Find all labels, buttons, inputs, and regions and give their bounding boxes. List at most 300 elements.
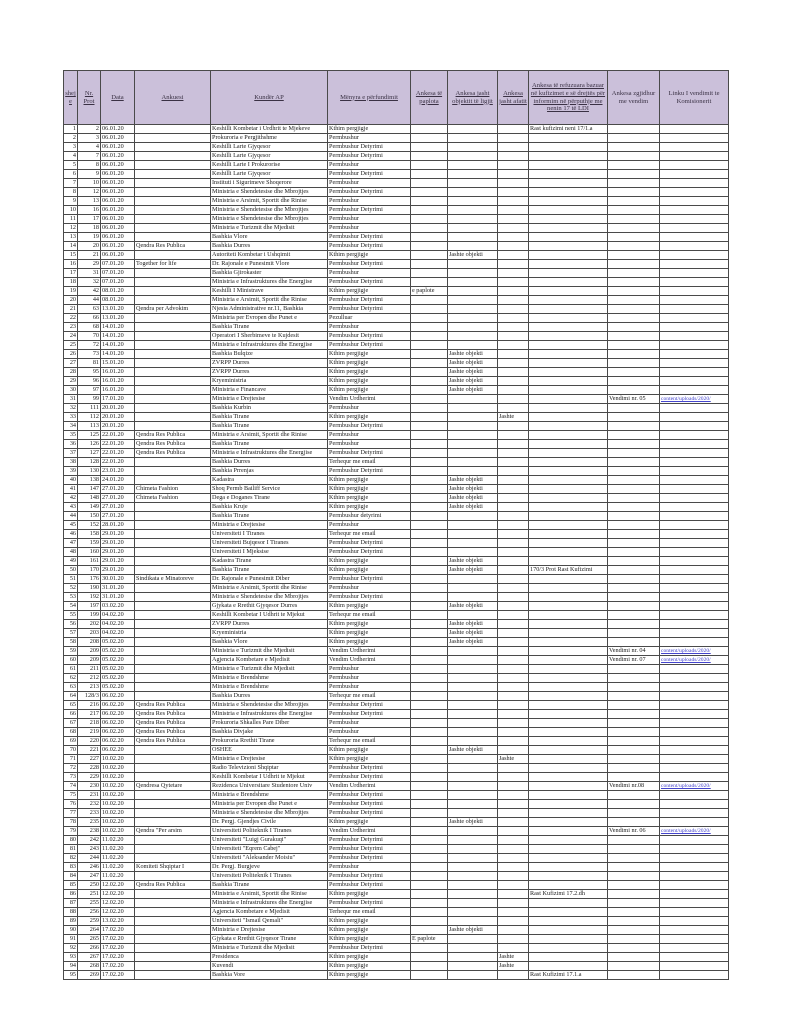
cell-jashte_afatit [498,359,529,368]
cell-menyra: Permbushur [328,674,411,683]
cell-menyra: Permbushur [328,440,411,449]
cell-nr: 69 [64,737,78,746]
cell-refuzuara [529,503,608,512]
cell-data: 11.02.20 [101,854,135,863]
cell-ankuesi [135,350,211,359]
cell-paplota [411,800,448,809]
table-row [64,278,729,287]
cell-paplota [411,143,448,152]
cell-nr: 51 [64,575,78,584]
cell-refuzuara [529,917,608,926]
cell-paplota [411,710,448,719]
cell-linku [660,278,729,287]
cell-jashte_afatit [498,449,529,458]
cell-ankuesi [135,764,211,773]
cell-prot: 70 [78,332,101,341]
cell-paplota [411,611,448,620]
cell-jashte_objektit [448,782,498,791]
cell-jashte_objektit [448,206,498,215]
cell-paplota [411,782,448,791]
cell-prot: 229 [78,773,101,782]
decision-link[interactable]: content/uploads/2020/ [661,657,711,663]
cell-paplota [411,512,448,521]
cell-jashte_afatit [498,935,529,944]
cell-prot: 31 [78,269,101,278]
cell-prot: 16 [78,206,101,215]
cell-prot: 19 [78,233,101,242]
cell-kunder_ap: Gjykata e Rrethit Gjyqesor Tirane [211,935,328,944]
cell-kunder_ap: Universiteti Politeknik I Tiranes [211,827,328,836]
cell-linku [660,269,729,278]
cell-jashte_objektit [448,530,498,539]
table-row [64,332,729,341]
table-row [64,350,729,359]
cell-jashte_afatit [498,971,529,980]
cell-prot: 2 [78,125,101,134]
cell-prot: 159 [78,539,101,548]
cell-ankuesi [135,413,211,422]
cell-jashte_objektit [448,917,498,926]
cell-menyra: Vendim Urdherimi [328,782,411,791]
cell-vendim [608,287,660,296]
cell-linku [660,179,729,188]
cell-linku [660,467,729,476]
table-row [64,809,729,818]
cell-nr: 9 [64,197,78,206]
cell-nr: 50 [64,566,78,575]
cell-paplota [411,854,448,863]
cell-ankuesi [135,476,211,485]
header-cell-jashte_afatit [498,71,529,125]
cell-kunder_ap: Dr. Rajonale e Punesimit Diber [211,575,328,584]
cell-linku [660,926,729,935]
cell-kunder_ap: Ministria e Turizmit dhe Mjedisit [211,944,328,953]
cell-linku [660,215,729,224]
cell-jashte_afatit [498,827,529,836]
cell-kunder_ap: Dr. Rajonale e Punesimit Vlore [211,260,328,269]
table-row [64,161,729,170]
cell-jashte_objektit [448,512,498,521]
cell-jashte_objektit [448,800,498,809]
table-row [64,368,729,377]
cell-data: 03.02.20 [101,602,135,611]
cell-kunder_ap: Ministria e Arsimit, Sportit dhe Rinise [211,296,328,305]
cell-paplota [411,188,448,197]
cell-linku [660,386,729,395]
cell-vendim [608,854,660,863]
cell-kunder_ap: Ministria e Turizmit dhe Mjedisit [211,665,328,674]
cell-jashte_afatit [498,260,529,269]
header-label-data: Data [111,93,124,101]
cell-linku [660,197,729,206]
cell-jashte_objektit [448,224,498,233]
cell-paplota [411,314,448,323]
cell-jashte_objektit [448,881,498,890]
cell-jashte_afatit [498,341,529,350]
cell-jashte_objektit [448,773,498,782]
cell-kunder_ap: OSHEE [211,746,328,755]
cell-vendim [608,899,660,908]
cell-vendim [608,134,660,143]
cell-nr: 82 [64,854,78,863]
table-row [64,503,729,512]
cell-vendim [608,710,660,719]
cell-refuzuara [529,584,608,593]
cell-data: 29.01.20 [101,530,135,539]
cell-refuzuara [529,179,608,188]
cell-refuzuara [529,152,608,161]
cell-menyra: Kthim pergjigje [328,557,411,566]
cell-nr: 77 [64,809,78,818]
table-row [64,467,729,476]
cell-ankuesi [135,422,211,431]
cell-paplota [411,260,448,269]
cell-nr: 38 [64,458,78,467]
cell-nr: 56 [64,620,78,629]
cell-refuzuara [529,881,608,890]
cell-jashte_afatit [498,314,529,323]
cell-vendim [608,359,660,368]
cell-jashte_objektit [448,323,498,332]
cell-paplota [411,269,448,278]
cell-jashte_afatit [498,125,529,134]
cell-nr: 14 [64,242,78,251]
cell-jashte_afatit [498,647,529,656]
cell-refuzuara [529,278,608,287]
cell-prot: 250 [78,881,101,890]
cell-linku [660,935,729,944]
cell-jashte_afatit: Jashte [498,413,529,422]
cell-linku [660,566,729,575]
cell-paplota [411,197,448,206]
cell-linku [660,296,729,305]
cell-nr: 42 [64,494,78,503]
cell-jashte_afatit [498,746,529,755]
cell-kunder_ap: Prokuroria e Pergjithshme [211,134,328,143]
cell-menyra: Terhequr me email [328,692,411,701]
cell-linku [660,629,729,638]
cell-linku [660,746,729,755]
decision-link[interactable]: content/uploads/2020/ [661,396,711,402]
cell-prot: 235 [78,818,101,827]
cell-ankuesi [135,647,211,656]
cell-data: 06.02.20 [101,710,135,719]
cell-jashte_objektit [448,431,498,440]
cell-data: 10.02.20 [101,755,135,764]
cell-nr: 68 [64,728,78,737]
cell-ankuesi: Qendra Res Publica [135,431,211,440]
cell-paplota [411,944,448,953]
cell-paplota [411,701,448,710]
cell-linku [660,539,729,548]
cell-prot: 152 [78,521,101,530]
cell-refuzuara [529,440,608,449]
cell-jashte_afatit [498,224,529,233]
cell-ankuesi [135,377,211,386]
cell-nr: 22 [64,314,78,323]
cell-paplota [411,926,448,935]
cell-prot: 265 [78,935,101,944]
cell-ankuesi: Qendra Res Publica [135,728,211,737]
cell-data: 13.01.20 [101,314,135,323]
cell-nr: 23 [64,323,78,332]
cell-ankuesi [135,323,211,332]
cell-vendim [608,908,660,917]
cell-nr: 6 [64,170,78,179]
cell-prot: 148 [78,494,101,503]
cell-menyra: Permbushur [328,683,411,692]
cell-refuzuara [529,242,608,251]
cell-jashte_objektit [448,197,498,206]
cell-jashte_objektit: Jashte objekti [448,620,498,629]
cell-kunder_ap: Ministria e Shendetesise dhe Mbrojtjes [211,593,328,602]
cell-data: 07.01.20 [101,269,135,278]
decision-link[interactable]: content/uploads/2020/ [661,828,711,834]
cell-vendim [608,971,660,980]
cell-menyra: Permbushur Detyrimi [328,881,411,890]
cell-jashte_objektit [448,890,498,899]
cell-jashte_afatit [498,782,529,791]
cell-jashte_afatit [498,791,529,800]
cell-prot: 158 [78,530,101,539]
cell-menyra: Kthim pergjigje [328,476,411,485]
header-label-kunder_ap: Kundër AP [254,93,284,101]
cell-data: 06.02.20 [101,737,135,746]
header-cell-ankuesi [135,71,211,125]
cell-prot: 17 [78,215,101,224]
cell-refuzuara [529,683,608,692]
cell-prot: 147 [78,485,101,494]
cell-paplota [411,656,448,665]
cell-data: 27.01.20 [101,503,135,512]
cell-jashte_afatit: Jashte [498,953,529,962]
table-row [64,620,729,629]
header-label-ankuesi: Ankuesi [161,93,184,101]
cell-nr: 88 [64,908,78,917]
cell-data: 10.02.20 [101,764,135,773]
table-row [64,539,729,548]
table-row [64,683,729,692]
cell-menyra: Permbushur Detyrimi [328,296,411,305]
cell-vendim [608,548,660,557]
cell-paplota [411,755,448,764]
table-row [64,629,729,638]
cell-vendim [608,413,660,422]
cell-vendim [608,557,660,566]
cell-prot: 125 [78,431,101,440]
cell-menyra: Permbushur Detyrimi [328,242,411,251]
cell-linku [660,674,729,683]
cell-vendim [608,566,660,575]
table-row [64,530,729,539]
cell-prot: 161 [78,557,101,566]
cell-menyra: Permbushur Detyrimi [328,710,411,719]
cell-prot: 233 [78,809,101,818]
cell-jashte_objektit: Jashte objekti [448,566,498,575]
cell-jashte_afatit [498,728,529,737]
cell-linku [660,611,729,620]
cell-linku [660,584,729,593]
cell-paplota [411,791,448,800]
cell-kunder_ap: Radio Televizioni Shqiptar [211,764,328,773]
table-row [64,647,729,656]
cell-nr: 49 [64,557,78,566]
cell-jashte_afatit [498,665,529,674]
table-row [64,395,729,404]
cell-vendim [608,143,660,152]
cell-jashte_afatit [498,215,529,224]
cell-paplota [411,917,448,926]
cell-jashte_objektit [448,962,498,971]
cell-menyra: Kthim pergjigje [328,485,411,494]
cell-vendim [608,467,660,476]
cell-paplota [411,548,448,557]
cell-ankuesi [135,251,211,260]
cell-linku [660,908,729,917]
cell-prot: 203 [78,629,101,638]
cell-nr: 85 [64,881,78,890]
cell-prot: 251 [78,890,101,899]
cell-ankuesi [135,332,211,341]
cell-jashte_afatit [498,269,529,278]
cell-jashte_objektit [448,242,498,251]
cell-data: 12.02.20 [101,908,135,917]
cell-refuzuara [529,143,608,152]
cell-jashte_objektit [448,458,498,467]
cell-jashte_objektit: Jashte objekti [448,638,498,647]
cell-jashte_objektit [448,611,498,620]
cell-menyra: Permbushur Detyrimi [328,233,411,242]
cell-linku [660,755,729,764]
cell-nr: 41 [64,485,78,494]
cell-ankuesi [135,854,211,863]
cell-linku [660,818,729,827]
table-row [64,422,729,431]
cell-kunder_ap: Ministria e Turizmit dhe Mjedisit [211,224,328,233]
header-label-jashte_objektit: Ankesa jasht objektit të ligjit [452,89,493,105]
cell-vendim: Vendimi nr.08 [608,782,660,791]
cell-jashte_afatit [498,719,529,728]
cell-vendim [608,521,660,530]
cell-kunder_ap: Keshilli I Ministrave [211,287,328,296]
cell-kunder_ap: Keshilli Larte Gjyqesor [211,143,328,152]
cell-ankuesi [135,890,211,899]
cell-ankuesi [135,611,211,620]
table-body [64,125,729,980]
cell-refuzuara [529,494,608,503]
cell-menyra: Permbushur Detyrimi [328,899,411,908]
cell-vendim [608,260,660,269]
cell-kunder_ap: Ministria e Infrastruktures dhe Energjise [211,449,328,458]
cell-nr: 64 [64,692,78,701]
cell-vendim [608,404,660,413]
cell-refuzuara [529,728,608,737]
cell-vendim [608,386,660,395]
cell-vendim [608,746,660,755]
cell-prot: 243 [78,845,101,854]
cell-menyra: Permbushur Detyrimi [328,206,411,215]
cell-menyra: Vendim Urdherimi [328,395,411,404]
cell-jashte_afatit [498,242,529,251]
cell-refuzuara [529,260,608,269]
cell-menyra: Terhequr me email [328,908,411,917]
cell-nr: 86 [64,890,78,899]
cell-data: 10.02.20 [101,800,135,809]
table-row [64,926,729,935]
cell-nr: 72 [64,764,78,773]
cell-menyra: Permbushur detyrimi [328,512,411,521]
cell-jashte_afatit [498,278,529,287]
decision-link[interactable]: content/uploads/2020/ [661,783,711,789]
cell-menyra: Permbushur [328,863,411,872]
cell-paplota [411,908,448,917]
cell-nr: 33 [64,413,78,422]
cell-refuzuara [529,863,608,872]
cell-data: 10.02.20 [101,773,135,782]
cell-prot: 160 [78,548,101,557]
cell-refuzuara [529,386,608,395]
cell-ankuesi [135,152,211,161]
cell-paplota [411,170,448,179]
cell-linku [660,206,729,215]
header-cell-data [101,71,135,125]
cell-linku [660,449,729,458]
cell-refuzuara [529,512,608,521]
cell-paplota [411,863,448,872]
cell-nr: 67 [64,719,78,728]
decision-link[interactable]: content/uploads/2020/ [661,648,711,654]
cell-refuzuara [529,791,608,800]
cell-paplota [411,719,448,728]
table-row [64,143,729,152]
table-row [64,440,729,449]
cell-ankuesi [135,800,211,809]
table-row [64,971,729,980]
cell-menyra: Permbushur Detyrimi [328,278,411,287]
cell-menyra: Vendim Urdherimi [328,827,411,836]
cell-kunder_ap: Bashkia Vore [211,971,328,980]
cell-refuzuara [529,665,608,674]
cell-jashte_afatit [498,863,529,872]
cell-jashte_objektit [448,161,498,170]
cell-menyra: Permbushur [328,224,411,233]
table-row [64,134,729,143]
table-row [64,638,729,647]
cell-nr: 39 [64,467,78,476]
cell-menyra: Permbushur [328,404,411,413]
cell-refuzuara [529,233,608,242]
header-label-vendim: Ankesa zgjidhur me vendim [611,89,656,105]
table-row [64,737,729,746]
cell-vendim [608,953,660,962]
cell-refuzuara [529,161,608,170]
cell-jashte_afatit [498,323,529,332]
cell-ankuesi: Chimeta Fashion [135,485,211,494]
cell-jashte_afatit [498,566,529,575]
cell-kunder_ap: Bashkia Durres [211,692,328,701]
cell-nr: 52 [64,584,78,593]
cell-jashte_afatit [498,512,529,521]
cell-linku [660,422,729,431]
cell-ankuesi: Qendra Res Publica [135,449,211,458]
cell-menyra: Kthim pergjigje [328,386,411,395]
cell-menyra: Kthim pergjigje [328,926,411,935]
cell-menyra: Kthim pergjigje [328,890,411,899]
cell-menyra: Permbushur Detyrimi [328,854,411,863]
cell-nr: 54 [64,602,78,611]
cell-prot: 255 [78,899,101,908]
cell-jashte_afatit [498,485,529,494]
